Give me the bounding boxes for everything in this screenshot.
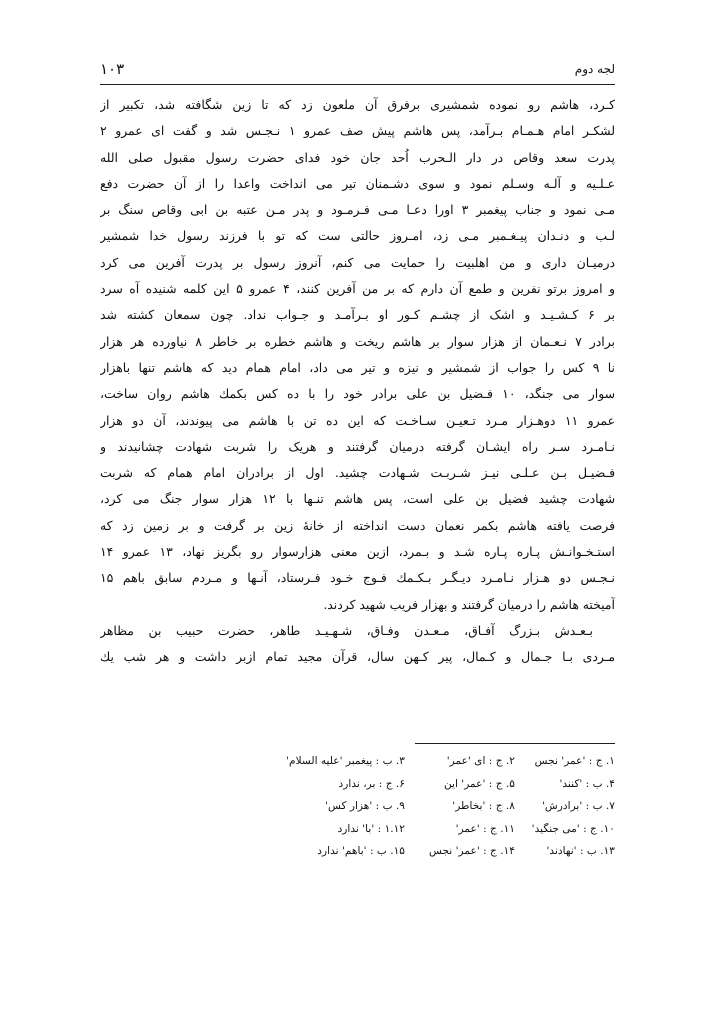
footnote-row [100, 750, 615, 773]
footnote: ۹. ب : 'هزار کس' [325, 800, 405, 812]
text-line: نـامـرد سـر راه ایشـان گرفته درمیان گرفتند و هریک را شربت شهادت چشانیدند و [100, 438, 615, 454]
text-line: کـرد، هاشم رو نموده شمشیری برفرق آن ملعون زد که تا زین شگافته شد، تکبیر از [100, 97, 615, 112]
footnote: ۱. ج : 'عمر' نجس [534, 755, 615, 767]
main-text [100, 92, 615, 671]
footnote-divider [415, 743, 615, 744]
text-line: لـب و دنـدان پیـغـمبر مـی زد، امـروز حالتی ست که تو با فرزند رسول خدا شمشیر [100, 228, 615, 244]
text-line: سوار می جنگد، ۱۰ فـضیل بن علی برادر خود را با ده کس بکمك هاشم روان ساخت، [100, 386, 615, 402]
text-line: برادر ۷ نـعـمان از هزار سوار بر هاشم ریخت و هاشم خطره بر خاطر ۸ نیاورده هر هزار [100, 333, 615, 349]
footnote-row [100, 773, 615, 796]
text-line: مـی نمود و جناب پیغمبر ۳ اورا دعـا مـی فـرمـود و پدر مـن عتبه بن ابی وقاص سنگ بر [100, 202, 615, 218]
footnote: ۶. ج : بر، ندارد [338, 777, 405, 790]
page-header [100, 60, 615, 82]
footnote-row [100, 840, 615, 863]
footnote: ۱.۱۲ : 'با' ندارد [337, 822, 405, 835]
text-line: پدرت سعد وقاص در دار الـحرب اُحد جان خود فدای حضرت رسول مقبول صلی الله [100, 149, 615, 165]
text-line: نـجـس دو هـزار نـامـرد دیـگـر بـکـمك فـوج خـود فـرستاد، آنـها و مـردم سابق باهم ۱۵ [100, 570, 615, 586]
text-line: مـردی بـا جـمال و کـمال، پیر کـهن سال، قرآن مجید تمام ازبر داشت و هر شب یك [100, 649, 615, 665]
text-line: فرصت یافته هاشم بکمر نعمان دست انداخته از خانهٔ زین بر گرفت و بر زمین زد که [100, 517, 615, 533]
text-line: درمیـان داری و من اهلبیت را حمایت می کنم، آنروز رسول بر پدرت آفرین می کرد [100, 254, 615, 270]
running-title: لجه دوم [574, 62, 615, 76]
footnote-row [100, 795, 615, 818]
footnote: ۱۵. ب : 'باهم' ندارد [317, 845, 405, 857]
footnote: ۲. ج : ای 'عمر' [446, 755, 515, 767]
text-line: بـعـدش بـزرگ آفـاق، مـعـدن وفـاق، شـهـیـد طاهر، حضرت حبیب بن مظاهر [100, 622, 593, 638]
text-line: استـخـوانـش پـاره پـاره شـد و بـمرد، ازین معنی هزارسوار رو بگریز نهاد، ۱۳ عمرو ۱۴ [100, 544, 615, 560]
page-number: ۱۰۳ [100, 60, 125, 78]
text-line: شهادت چشید فضیل بن علی است، پس هاشم تنـها با ۱۲ هزار سوار جنگ می کرد، [100, 491, 615, 507]
footnote-row [100, 818, 615, 841]
footnote: ۸. ج : 'بخاطر' [452, 800, 515, 812]
header-divider [100, 84, 615, 85]
text-line: و امروز برتو نفرین و طمع آن دارم که بر من آفرین کنند، ۴ عمرو ۵ این کلمه شنیده آه سرد [100, 281, 615, 297]
footnote: ۱۳. ب : 'نهادند' [546, 845, 615, 857]
footnote: ۱۴. ج : 'عمر' نجس [428, 845, 515, 857]
footnote: ۷. ب : 'برادرش' [541, 800, 615, 812]
text-line: عـلـیه و آلـه وسـلم نمود و سوی دشـمنان تیر می انداخت واعدا را از آن حضرت دفع [100, 175, 615, 191]
footnote: ۱۱. ج : 'عمر' [455, 822, 515, 835]
footnote: ۵. ج : 'عمر' این [443, 777, 515, 790]
text-line: عمرو ۱۱ دوهـزار مـرد تـعیـن سـاخـت که این ده تن با هاشم می پیوندند، آن دو هزار [100, 412, 615, 428]
text-line: نا ۹ کس را جواب از شمشیر و نیزه و تیر می داد، امام همام دید که هاشم تنها باهزار [100, 359, 615, 375]
footnote: ۱۰. ج : 'می جنگید' [531, 822, 615, 835]
text-line: لشکـر امام هـمـام بـرآمد، پس هاشم پیش صف عمرو ۱ نـجـس شد و گفت ای عمرو ۲ [100, 123, 615, 139]
text-line: بر ۶ کـشـیـد و اشک از چشـم کـور او بـرآمـد و جـواب نداد. چون سمعان کشته شد [100, 307, 615, 323]
text-line: آمیخته هاشم را درمیان گرفتند و بهزار فریب شهید کردند. [323, 596, 615, 612]
text-line: فـضیـل بـن عـلـی نیـز شـربـت شـهادت چشید. اول از برادران امام همام که شربت [100, 465, 615, 481]
footnote: ۴. ب : 'کنند' [559, 777, 615, 790]
footnotes [100, 750, 615, 863]
footnote: ۳. ب : پیغمبر 'علیه السلام' [286, 755, 405, 767]
